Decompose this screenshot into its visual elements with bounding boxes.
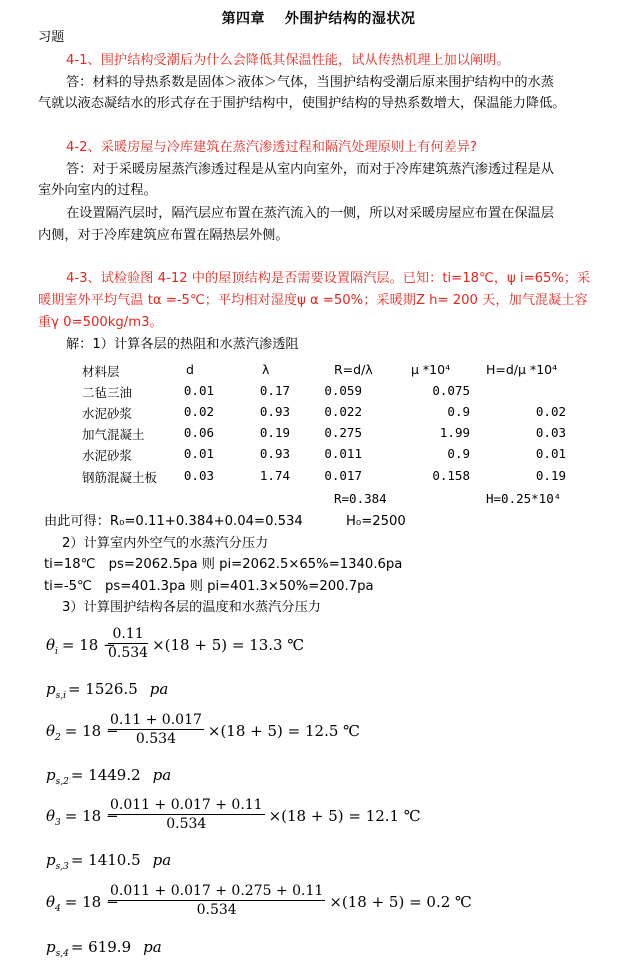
step2-outdoor: ti=-5℃ ps=401.3pa 则 pi=401.3×50%=200.7pa [44,579,374,594]
question-4-2: 4-2、采暖房屋与冷库建筑在蒸汽渗透过程和隔汽处理原则上有何差异? [66,140,477,155]
table-cell: 0.059 [324,383,362,398]
table-cell: 二毡三油 [82,385,133,400]
step3-title: 3）计算围护结构各层的温度和水蒸汽分压力 [62,600,321,615]
answer-4-2-line4: 内侧，对于冷库建筑应布置在隔热层外侧。 [38,228,289,243]
pressure-equation [46,766,171,787]
equation-prefix: = 18 − [64,893,119,911]
theta-symbol: θ [46,636,56,654]
step2-title: 2）计算室内外空气的水蒸汽分压力 [62,536,269,551]
table-cell: 0.9 [447,404,470,419]
table-header-cell: d [186,362,194,377]
theta-subscript: i [55,647,58,657]
question-4-3-line2: 暖期室外平均气温 tα =-5℃；平均相对湿度ψ α =50%；采暖期Z h= 200 天，加气混凝土容 [38,293,588,308]
table-cell: 水泥砂浆 [82,448,133,463]
pressure-symbol: p [46,938,56,956]
table-cell: 钢筋混凝土板 [82,470,158,485]
pressure-value: = 619.9 [70,938,132,956]
table-cell: 0.93 [259,446,290,461]
table-cell: 0.01 [535,446,566,461]
pressure-value: = 1526.5 [67,680,138,698]
table-header-cell: 材料层 [82,364,120,379]
fraction-numerator: 0.11 [108,626,148,644]
pressure-symbol: p [46,680,56,698]
step2-indoor: ti=18℃ ps=2062.5pa 则 pi=2062.5×65%=1340.6pa [44,557,403,572]
theta-symbol: θ [46,893,56,911]
question-4-3-line3: 重γ 0=500kg/m3。 [38,315,163,330]
resistance-table [0,356,637,506]
table-cell: 0.158 [432,468,470,483]
table-header-cell: H=d/μ *10⁴ [486,362,558,377]
fraction-denominator: 0.534 [196,902,237,918]
pressure-unit: pa [152,851,172,869]
h0-line: H₀=2500 [346,514,406,529]
theta-subscript: 3 [55,818,61,828]
table-cell: 0.011 [324,446,362,461]
table-header-cell: μ *10⁴ [411,362,451,377]
equation-fraction [108,626,148,661]
equation-prefix: = 18 − [64,722,119,740]
pressure-subscript: s,4 [55,949,69,959]
table-cell: 1.74 [259,468,290,483]
pressure-value: = 1410.5 [70,851,141,869]
pressure-equation [46,851,171,872]
table-cell: 加气混凝土 [82,427,145,442]
equation-result: ×(18 + 5) = 12.5 ℃ [207,722,360,740]
equation-result: ×(18 + 5) = 0.2 ℃ [329,893,472,911]
table-cell: 0.17 [259,383,290,398]
r0-line: 由此可得：R₀=0.11+0.384+0.04=0.534 [44,514,303,529]
pressure-unit: pa [149,680,169,698]
answer-4-1-line2: 气就以液态凝结水的形式存在于围护结构中，使围护结构的导热系数增大，保温能力降低。 [38,96,566,111]
theta-subscript: 4 [55,904,61,914]
question-4-1: 4-1、围护结构受潮后为什么会降低其保温性能，试从传热机理上加以阐明。 [66,53,510,68]
pressure-subscript: s,3 [55,862,69,872]
section-label: 习题 [38,30,65,45]
chapter-title: 第四章 外围护结构的湿状况 [221,11,416,27]
fraction-numerator: 0.011 + 0.017 + 0.275 + 0.11 [110,883,324,899]
table-cell: 0.9 [447,446,470,461]
table-cell: 0.02 [183,404,214,419]
equation-result: ×(18 + 5) = 13.3 ℃ [152,636,305,654]
pressure-unit: pa [143,938,162,956]
table-cell: 0.03 [183,468,214,483]
pressure-subscript: s,2 [55,777,69,787]
table-cell: 0.03 [535,425,566,440]
pressure-equation [46,938,162,959]
table-cell: 0.06 [183,425,214,440]
table-cell: 0.19 [535,468,566,483]
table-header-cell: R=d/λ [334,362,373,377]
pressure-value: = 1449.2 [70,766,141,784]
table-cell: 0.19 [259,425,290,440]
table-cell: 0.275 [324,425,362,440]
table-cell: 水泥砂浆 [82,406,133,421]
equation-prefix: = 18 − [61,636,116,654]
table-cell: 0.01 [183,383,214,398]
table-cell: 0.02 [535,404,566,419]
question-4-3-line1: 4-3、试检验图 4-12 中的屋顶结构是否需要设置隔汽层。已知：ti=18℃，ψ i=65%；采 [66,271,591,286]
table-cell: 0.017 [324,468,362,483]
equation-fraction [108,712,204,747]
pressure-subscript: s,i [55,691,66,701]
fraction-numerator: 0.11 + 0.017 [110,712,202,728]
table-cell: 0.93 [259,404,290,419]
theta-symbol: θ [46,807,56,825]
table-total-r: R=0.384 [334,491,387,506]
equation-fraction [108,883,325,918]
equation-fraction [108,797,265,832]
equation-prefix: = 18 − [64,807,119,825]
fraction-denominator: 0.534 [108,645,149,661]
table-cell: 0.075 [432,383,470,398]
fraction-denominator: 0.534 [166,816,207,832]
fraction-denominator: 0.534 [135,731,176,747]
answer-4-2-line1: 答：对于采暖房屋蒸汽渗透过程是从室内向室外，而对于冷库建筑蒸汽渗透过程是从 [66,162,554,177]
pressure-equation [46,680,168,701]
theta-symbol: θ [46,722,56,740]
equation-result: ×(18 + 5) = 12.1 ℃ [268,807,421,825]
table-cell: 0.01 [183,446,214,461]
pressure-symbol: p [46,766,56,784]
table-header-cell: λ [262,362,270,377]
table-cell: 1.99 [439,425,470,440]
table-total-h: H=0.25*10⁴ [486,491,562,506]
pressure-symbol: p [46,851,56,869]
answer-4-1-line1: 答：材料的导热系数是固体＞液体＞气体，当围护结构受潮后原来围护结构中的水蒸 [66,75,554,90]
fraction-numerator: 0.011 + 0.017 + 0.11 [110,797,263,813]
table-cell: 0.022 [324,404,362,419]
answer-4-2-line2: 室外向室内的过程。 [38,183,157,198]
theta-subscript: 2 [55,733,61,743]
answer-4-2-line3: 在设置隔汽层时，隔汽层应布置在蒸汽流入的一侧，所以对采暖房屋应布置在保温层 [66,206,554,221]
solution-step1: 解：1）计算各层的热阻和水蒸汽渗透阻 [66,337,299,352]
equation-lhs [46,636,116,657]
pressure-unit: pa [152,766,172,784]
